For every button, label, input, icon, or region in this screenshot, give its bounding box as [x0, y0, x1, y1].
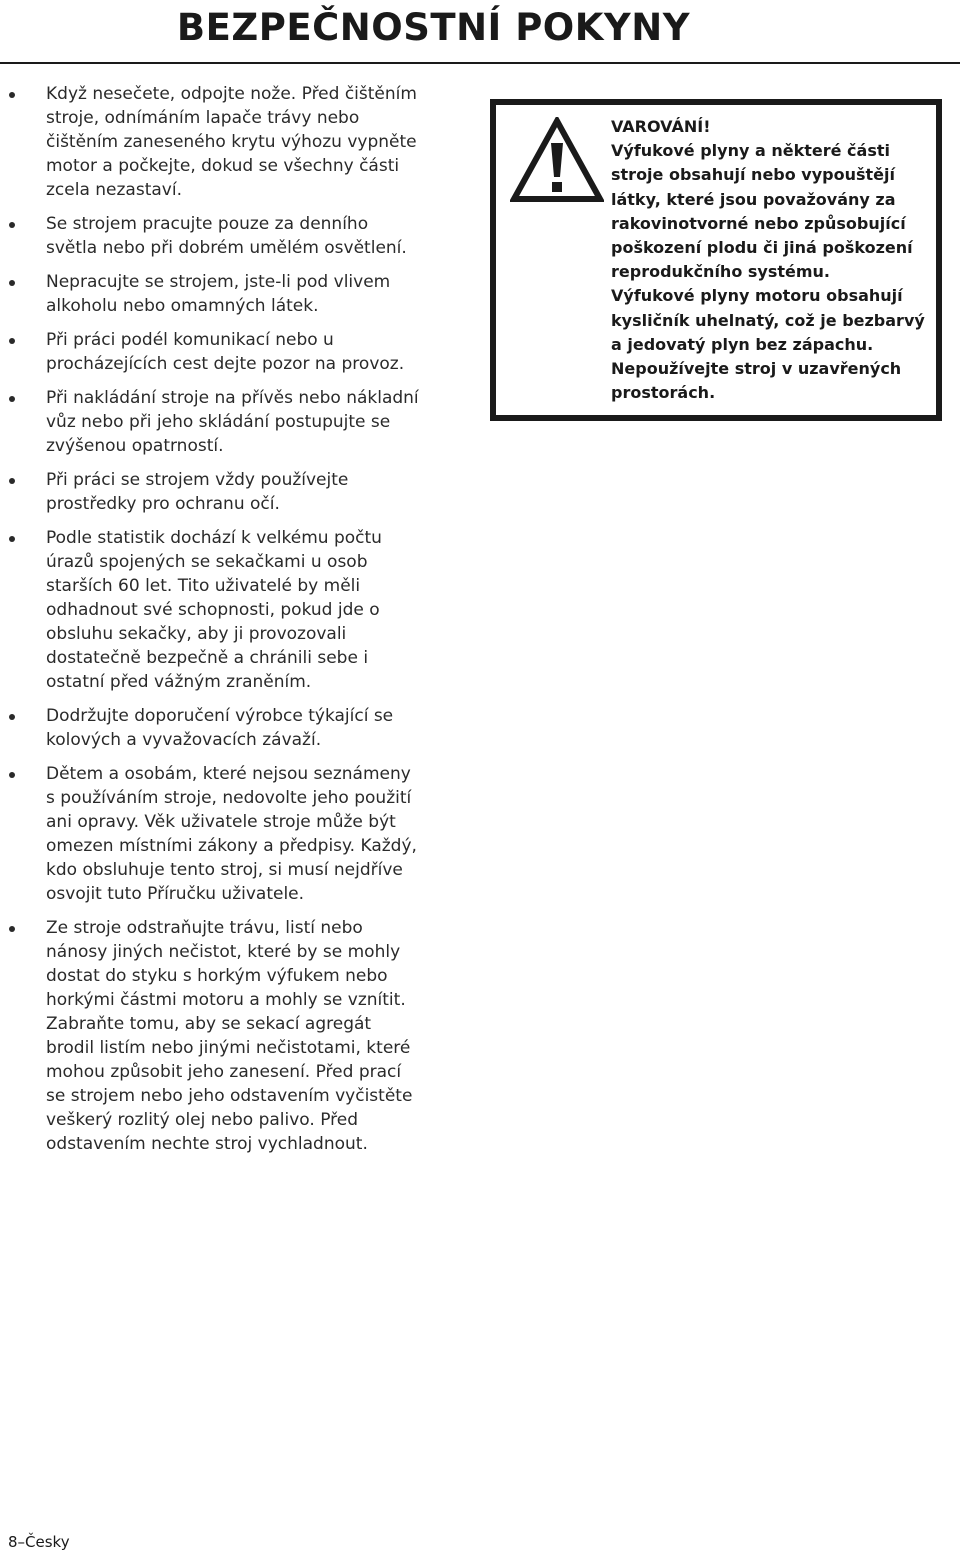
list-item-text: Při práci se strojem vždy používejte prostředky pro ochranu očí. [46, 470, 349, 514]
warning-paragraph: Výfukové plyny a některé části stroje obsahují nebo vypouštějí látky, které jsou považovány za rakovinotvorné nebo způsobující poškození plodu či jiná poškození reprodukčního systému. [611, 141, 913, 282]
list-item [0, 82, 420, 202]
list-item [0, 468, 420, 516]
list-item-text: Při nakládání stroje na přívěs nebo nákladní vůz nebo při jeho skládání postupujte se zvýšenou opatrností. [46, 388, 419, 456]
list-item [0, 916, 420, 1156]
list-item-text: Při práci podél komunikací nebo u procházejících cest dejte pozor na provoz. [46, 330, 405, 374]
warning-heading: VAROVÁNÍ! [611, 117, 711, 136]
warning-box [490, 99, 942, 421]
bullet-icon [9, 478, 15, 484]
list-item-text: Ze stroje odstraňujte trávu, listí nebo nánosy jiných nečistot, které by se mohly dostat do styku s horkým výfukem nebo horkými částmi motoru a mohly se vznítit. Zabraňte tomu, aby se sekací agregát brodil listím nebo jinými nečistotami, které mohou způsobit jeho zanesení. Před prací se strojem nebo jeho odstavením vyčistěte veškerý rozlitý olej nebo palivo. Před odstavením nechte stroj vychladnout. [46, 918, 413, 1154]
list-item [0, 704, 420, 752]
warning-text [611, 115, 937, 405]
list-item-text: Dodržujte doporučení výrobce týkající se kolových a vyvažovacích závaží. [46, 706, 394, 750]
bullet-icon [9, 92, 15, 98]
bullet-icon [9, 926, 15, 932]
bullet-icon [9, 536, 15, 542]
safety-bullet-list [0, 82, 420, 1166]
list-item-text: Se strojem pracujte pouze za denního světla nebo při dobrém umělém osvětlení. [46, 214, 407, 258]
bullet-icon [9, 396, 15, 402]
list-item [0, 270, 420, 318]
page-number: 8–Česky [8, 1533, 70, 1551]
list-item-text: Dětem a osobám, které nejsou seznámeny s používáním stroje, nedovolte jeho použití ani opravy. Věk uživatele stroje může být omezen místními zákony a předpisy. Každý, kdo obsluhuje tento stroj, si musí nejdříve osvojit tuto Příručku uživatele. [46, 764, 417, 904]
list-item [0, 212, 420, 260]
title-divider [0, 62, 960, 64]
bullet-icon [9, 338, 15, 344]
warning-triangle-icon [510, 117, 604, 203]
warning-paragraph: Výfukové plyny motoru obsahují kysličník uhelnatý, což je bezbarvý a jedovatý plyn bez zápachu. Nepoužívejte stroj v uzavřených prostorách. [611, 286, 925, 403]
list-item [0, 762, 420, 906]
list-item-text: Podle statistik dochází k velkému počtu úrazů spojených se sekačkami u osob starších 60 let. Tito uživatelé by měli odhadnout své schopnosti, pokud jde o obsluhu sekačky, aby ji provozovali dostatečně bezpečně a chránili sebe i ostatní před vážným zraněním. [46, 528, 382, 692]
bullet-icon [9, 280, 15, 286]
list-item [0, 328, 420, 376]
list-item [0, 386, 420, 458]
bullet-icon [9, 772, 15, 778]
bullet-icon [9, 222, 15, 228]
list-item-text: Nepracujte se strojem, jste-li pod vlivem alkoholu nebo omamných látek. [46, 272, 391, 316]
bullet-icon [9, 714, 15, 720]
list-item-text: Když nesečete, odpojte nože. Před čištěním stroje, odnímáním lapače trávy nebo čištěním zaneseného krytu výhozu vypněte motor a počkejte, dokud se všechny části zcela nezastaví. [46, 84, 417, 200]
page-title: BEZPEČNOSTNÍ POKYNY [176, 6, 690, 49]
list-item [0, 526, 420, 694]
